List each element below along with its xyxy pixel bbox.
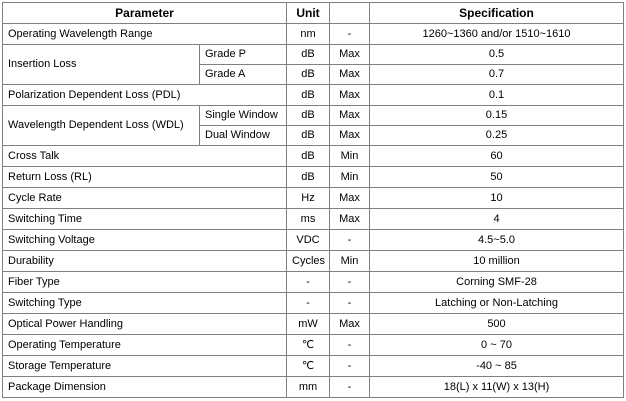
spec-cell: 50 xyxy=(370,167,624,188)
limit-cell: Max xyxy=(330,106,370,126)
param-cell: Cycle Rate xyxy=(3,188,287,209)
spec-cell: 0 ~ 70 xyxy=(370,335,624,356)
param-cell: Storage Temperature xyxy=(3,356,287,377)
param-cell: Fiber Type xyxy=(3,272,287,293)
table-row xyxy=(3,251,624,272)
spec-cell: 10 xyxy=(370,188,624,209)
unit-cell: dB xyxy=(287,167,330,188)
limit-cell: Min xyxy=(330,167,370,188)
unit-cell: dB xyxy=(287,146,330,167)
unit-cell: Hz xyxy=(287,188,330,209)
unit-cell: dB xyxy=(287,85,330,106)
unit-cell: dB xyxy=(287,126,330,146)
spec-cell: Latching or Non-Latching xyxy=(370,293,624,314)
spec-cell: 0.15 xyxy=(370,106,624,126)
table-row xyxy=(3,335,624,356)
table-row xyxy=(3,85,624,106)
limit-cell: - xyxy=(330,272,370,293)
table-row xyxy=(3,106,624,126)
table-row xyxy=(3,230,624,251)
table-header-row xyxy=(3,3,624,24)
limit-cell: - xyxy=(330,377,370,398)
unit-cell: - xyxy=(287,272,330,293)
param-cell: Switching Voltage xyxy=(3,230,287,251)
param-cell: Operating Temperature xyxy=(3,335,287,356)
table-row xyxy=(3,188,624,209)
limit-cell: Max xyxy=(330,209,370,230)
param-cell: Switching Time xyxy=(3,209,287,230)
limit-cell: Max xyxy=(330,314,370,335)
table-row xyxy=(3,209,624,230)
spec-cell: 4 xyxy=(370,209,624,230)
unit-cell: ℃ xyxy=(287,356,330,377)
unit-cell: dB xyxy=(287,106,330,126)
table-row xyxy=(3,272,624,293)
sub-param-cell: Dual Window xyxy=(200,126,287,146)
param-cell: Cross Talk xyxy=(3,146,287,167)
limit-cell: Max xyxy=(330,188,370,209)
unit-cell: VDC xyxy=(287,230,330,251)
unit-cell: dB xyxy=(287,45,330,65)
limit-cell: - xyxy=(330,356,370,377)
limit-cell: Min xyxy=(330,251,370,272)
param-cell: Operating Wavelength Range xyxy=(3,24,287,45)
spec-cell: 0.5 xyxy=(370,45,624,65)
header-unit: Unit xyxy=(287,3,330,24)
limit-cell: Max xyxy=(330,45,370,65)
spec-cell: 60 xyxy=(370,146,624,167)
unit-cell: mW xyxy=(287,314,330,335)
param-cell: Optical Power Handling xyxy=(3,314,287,335)
spec-cell: 0.7 xyxy=(370,65,624,85)
limit-cell: - xyxy=(330,293,370,314)
unit-cell: dB xyxy=(287,65,330,85)
limit-cell: Max xyxy=(330,65,370,85)
spec-cell: 1260~1360 and/or 1510~1610 xyxy=(370,24,624,45)
limit-cell: Max xyxy=(330,126,370,146)
unit-cell: Cycles xyxy=(287,251,330,272)
table-row xyxy=(3,377,624,398)
header-parameter: Parameter xyxy=(3,3,287,24)
limit-cell: - xyxy=(330,230,370,251)
table-row xyxy=(3,146,624,167)
param-cell: Polarization Dependent Loss (PDL) xyxy=(3,85,287,106)
spec-cell: 4.5~5.0 xyxy=(370,230,624,251)
limit-cell: - xyxy=(330,335,370,356)
param-cell: Durability xyxy=(3,251,287,272)
unit-cell: - xyxy=(287,293,330,314)
table-row xyxy=(3,293,624,314)
param-cell: Return Loss (RL) xyxy=(3,167,287,188)
param-cell: Switching Type xyxy=(3,293,287,314)
unit-cell: mm xyxy=(287,377,330,398)
spec-cell: 500 xyxy=(370,314,624,335)
spec-cell: 18(L) x 11(W) x 13(H) xyxy=(370,377,624,398)
spec-cell: -40 ~ 85 xyxy=(370,356,624,377)
table-row xyxy=(3,45,624,65)
sub-param-cell: Grade P xyxy=(200,45,287,65)
unit-cell: nm xyxy=(287,24,330,45)
param-cell: Package Dimension xyxy=(3,377,287,398)
header-specification: Specification xyxy=(370,3,624,24)
param-cell: Wavelength Dependent Loss (WDL) xyxy=(3,106,200,146)
table-row xyxy=(3,167,624,188)
spec-cell: 10 million xyxy=(370,251,624,272)
header-limit xyxy=(330,3,370,24)
spec-cell: 0.25 xyxy=(370,126,624,146)
param-cell: Insertion Loss xyxy=(3,45,200,85)
sub-param-cell: Single Window xyxy=(200,106,287,126)
table-row xyxy=(3,24,624,45)
limit-cell: - xyxy=(330,24,370,45)
limit-cell: Max xyxy=(330,85,370,106)
limit-cell: Min xyxy=(330,146,370,167)
unit-cell: ℃ xyxy=(287,335,330,356)
spec-cell: Corning SMF-28 xyxy=(370,272,624,293)
unit-cell: ms xyxy=(287,209,330,230)
specification-table xyxy=(2,2,624,398)
spec-cell: 0.1 xyxy=(370,85,624,106)
table-row xyxy=(3,356,624,377)
sub-param-cell: Grade A xyxy=(200,65,287,85)
table-row xyxy=(3,314,624,335)
